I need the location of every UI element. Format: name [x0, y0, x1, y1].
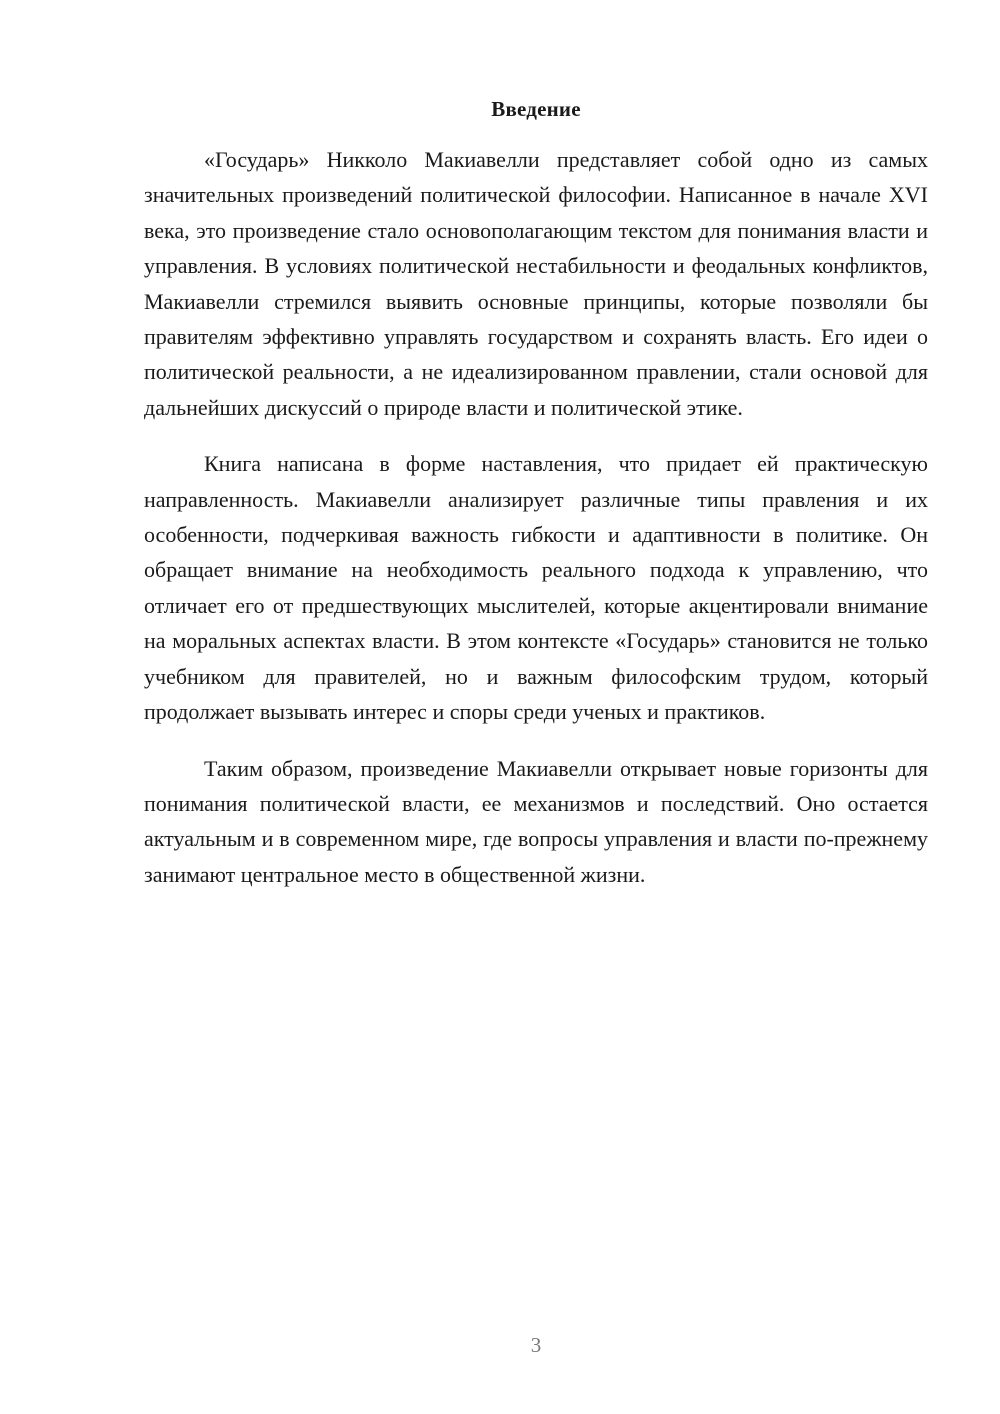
paragraph-intro: «Государь» Никколо Макиавелли представляет собой одно из самых значительных произведений политической философии. Написанное в начале XVI века, это произведение стало основополагающим текстом для понимания власти и управления. В условиях политической нестабильности и феодальных конфликтов, Макиавелли стремился выявить основные принципы, которые позволяли бы правителям эффективно управлять государством и сохранять власть. Его идеи о политической реальности, а не идеализированном правлении, стали основой для дальнейших дискуссий о природе власти и политической этике. — [144, 147, 928, 420]
paragraph-conclusion: Таким образом, произведение Макиавелли открывает новые горизонты для понимания политической власти, ее механизмов и последствий. Оно остается актуальным и в современном мире, где вопросы управления и власти по-прежнему занимают центральное место в общественной жизни. — [144, 755, 928, 887]
page-number: 3 — [530, 1333, 542, 1357]
paragraph-book-form: Книга написана в форме наставления, что придает ей практическую направленность. Макиавелли анализирует различные типы правления и их особенности, подчеркивая важность гибкости и адаптивности в политике. Он обращает внимание на необходимость реального подхода к управлению, что отличает его от предшествующих мыслителей, которые акцентировали внимание на моральных аспектах власти. В этом контексте «Государь» становится не только учебником для правителей, но и важным философским трудом, который продолжает вызывать интерес и споры среди ученых и практиков. — [144, 451, 928, 725]
document-body — [144, 142, 928, 892]
page-title: Введение — [491, 97, 581, 121]
